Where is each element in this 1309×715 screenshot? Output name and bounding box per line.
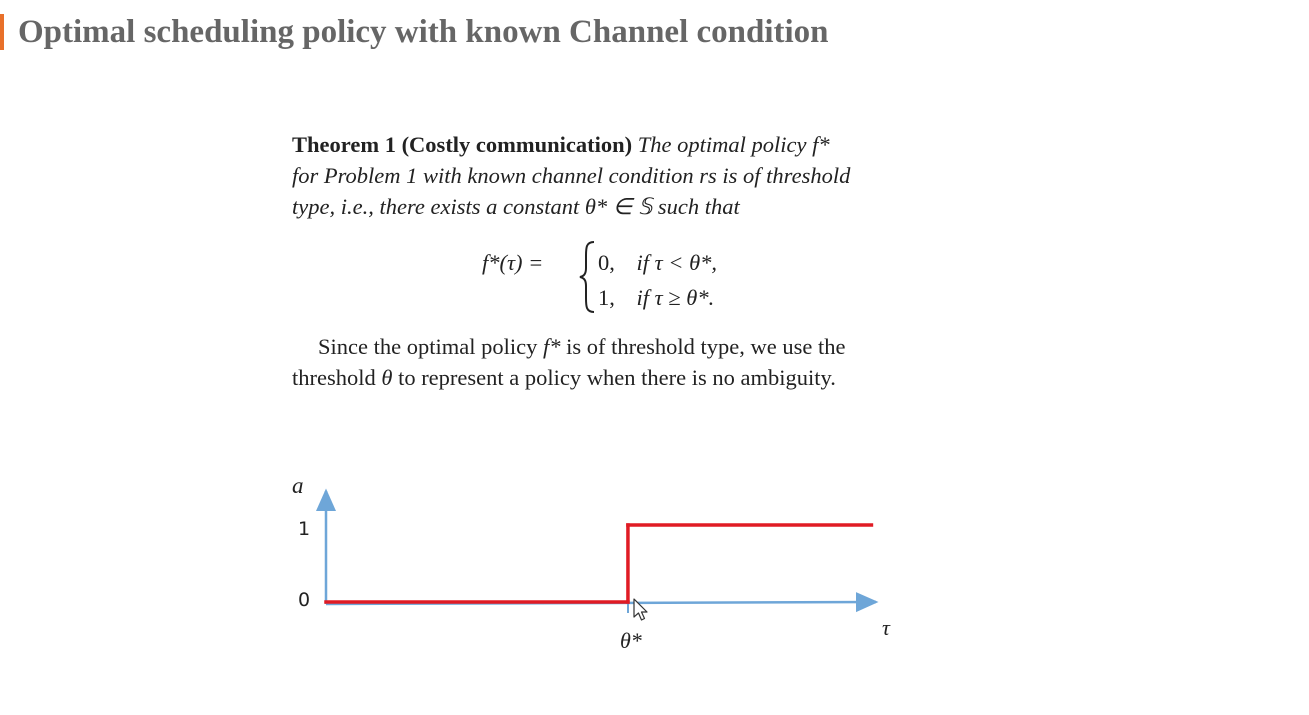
equation-lhs [482,250,543,276]
f-star-symbol: f* [812,132,830,157]
x-axis-label: τ [882,615,890,640]
y-axis-label: a [292,473,304,498]
paragraph-text-2-head: threshold [292,365,376,390]
theorem-text-3: type, i.e., there exists a constant [292,194,580,219]
threshold-policy-chart [280,465,920,665]
slide-title [0,12,829,52]
case-0-condition: if τ < θ*, [636,250,718,275]
theorem-line-3 [292,194,740,220]
equation-case-0 [598,250,717,276]
equation-case-1 [598,285,714,311]
equation-lhs-text: f*(τ) = [482,250,544,275]
theorem-heading: Theorem 1 (Costly communication) [292,132,633,157]
threshold-label: θ* [620,628,642,653]
theorem-text-2: for Problem 1 with known channel condition [292,163,694,188]
title-text: Optimal scheduling policy with known Channel condition [18,13,829,50]
case-1-value: 1, [598,285,615,310]
theorem-text-1: The optimal policy [637,132,807,157]
y-tick-0: 0 [298,589,311,611]
rs-symbol: rs [699,163,717,188]
case-1-condition: if τ ≥ θ*. [636,285,715,310]
paragraph-text-1-tail: is of threshold type, we use the [566,334,846,359]
paragraph-line-1 [318,334,845,360]
theorem-text-3-tail: such that [657,194,740,219]
f-star-inline-symbol: f* [542,334,561,359]
theorem-text-2-tail: is of threshold [722,163,851,188]
theta-symbol: θ [381,365,393,390]
case-0-value: 0, [598,250,615,275]
paragraph-line-2 [292,365,836,391]
theorem-line-2 [292,163,850,189]
equation-brace [578,238,598,316]
theta-star-in-s-symbol: θ* ∈ 𝕊 [584,194,653,219]
title-accent-bar [0,14,4,50]
theorem-line-1 [292,132,830,158]
mouse-cursor-icon [632,598,650,624]
paragraph-text-2-tail: to represent a policy when there is no ambiguity. [398,365,836,390]
paragraph-text-1: Since the optimal policy [318,334,538,359]
y-tick-1: 1 [298,518,311,540]
